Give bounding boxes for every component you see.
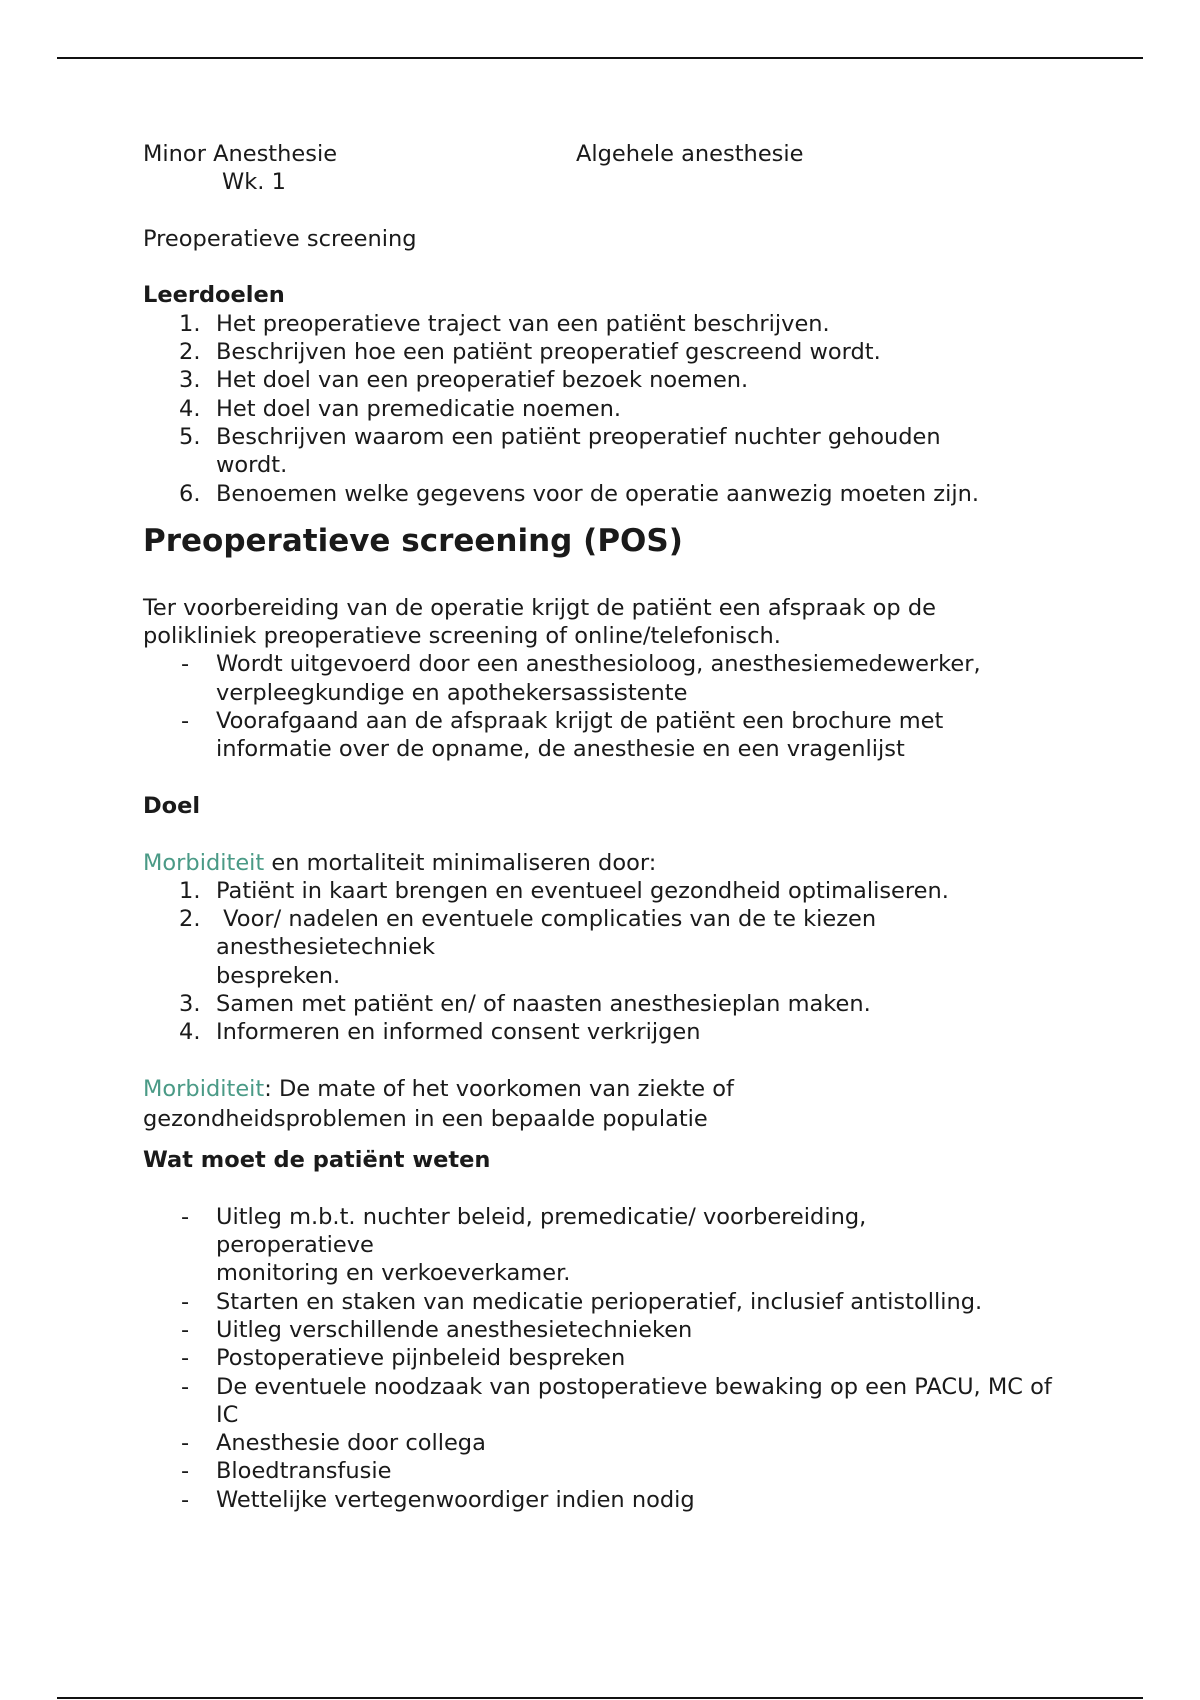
list-item: - Starten en staken van medicatie perioperatief, inclusief antistolling.: [181, 1288, 983, 1315]
pos-heading: Preoperatieve screening (POS): [143, 522, 683, 559]
morbiditeit-definition: Morbiditeit: De mate of het voorkomen van ziekte of: [143, 1075, 734, 1102]
term-morbiditeit-definition: Morbiditeit: [143, 1075, 265, 1102]
term-morbiditeit: Morbiditeit: [143, 849, 265, 876]
intro-title: Preoperatieve screening: [143, 225, 417, 252]
list-item: 1. Het preoperatieve traject van een patiënt beschrijven.: [179, 310, 830, 337]
list-item: - Voorafgaand aan de afspraak krijgt de patiënt een brochure met informatie over de opname, de anesthesie en een vragenlijst: [181, 708, 944, 763]
list-item: - Uitleg verschillende anesthesietechnieken: [181, 1316, 693, 1343]
list-item: - Wettelijke vertegenwoordiger indien nodig: [181, 1486, 695, 1513]
bottom-rule: [57, 1697, 1143, 1699]
list-item: 2. Beschrijven hoe een patiënt preoperatief gescreend wordt.: [179, 339, 881, 366]
document-header: [143, 140, 1063, 168]
patient-bullets: [143, 1203, 1063, 1514]
top-rule: [57, 57, 1143, 59]
week-label: Wk. 1: [222, 169, 286, 196]
pos-bullets: [143, 650, 1063, 763]
list-item: - Anesthesie door collega: [181, 1430, 486, 1457]
learning-goals-heading: Leerdoelen: [143, 282, 285, 309]
list-item: - De eventuele noodzaak van postoperatieve bewaking op een PACU, MC of IC: [181, 1373, 1052, 1428]
list-item: 5. Beschrijven waarom een patiënt preoperatief nuchter gehouden wordt.: [179, 423, 941, 479]
list-item: 6. Benoemen welke gegevens voor de operatie aanwezig moeten zijn.: [179, 480, 980, 507]
pos-paragraph: Ter voorbereiding van de operatie krijgt de patiënt een afspraak op de polikliniek preoperatieve screening of online/telefonisch.: [143, 594, 936, 650]
patient-heading: Wat moet de patiënt weten: [143, 1147, 491, 1174]
list-item: - Postoperatieve pijnbeleid bespreken: [181, 1345, 626, 1372]
list-item: - Bloedtransfusie: [181, 1458, 392, 1485]
doel-lead: Morbiditeit en mortaliteit minimaliseren door:: [143, 849, 657, 876]
list-item: 3. Het doel van een preoperatief bezoek noemen.: [179, 367, 749, 394]
learning-goals-list: [143, 310, 1063, 508]
list-item: 3. Samen met patiënt en/ of naasten anesthesieplan maken.: [179, 991, 871, 1018]
list-item: 1. Patiënt in kaart brengen en eventueel gezondheid optimaliseren.: [179, 877, 949, 904]
list-item: - Wordt uitgevoerd door een anesthesioloog, anesthesiemedewerker, verpleegkundige en apothekersassistente: [181, 651, 981, 706]
list-item: 4. Het doel van premedicatie noemen.: [179, 395, 621, 422]
document-page: [143, 140, 1063, 1514]
list-item: - Uitleg m.b.t. nuchter beleid, premedicatie/ voorbereiding, peroperatieve monitoring en verkoeverkamer.: [181, 1203, 867, 1287]
doel-list: [143, 877, 1063, 1047]
course-name: Minor Anesthesie: [143, 141, 338, 167]
doel-heading: Doel: [143, 792, 201, 819]
list-item: 2. Voor/ nadelen en eventuele complicaties van de te kiezen anesthesietechniek bespreken.: [179, 906, 884, 989]
topic-name: Algehele anesthesie: [576, 141, 804, 167]
morbiditeit-definition-cont: gezondheidsproblemen in een bepaalde populatie: [143, 1106, 708, 1133]
list-item: 4. Informeren en informed consent verkrijgen: [179, 1019, 701, 1046]
